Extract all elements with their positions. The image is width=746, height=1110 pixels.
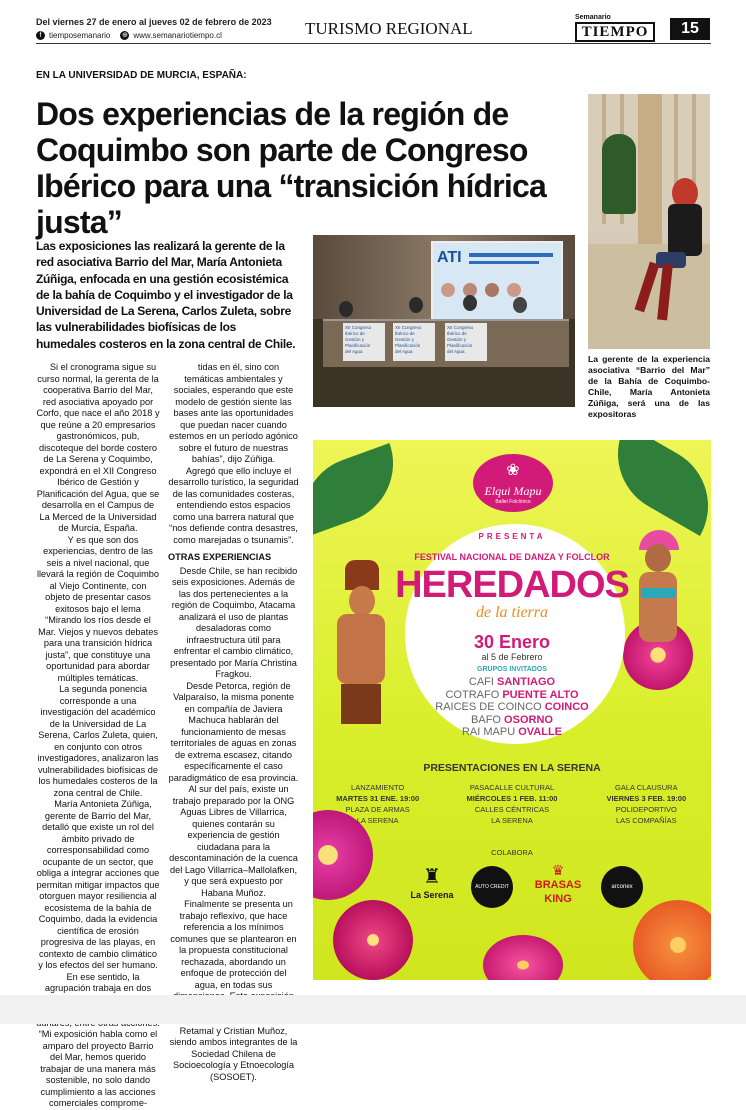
paragraph: En ese sentido, la agrupación trabaja en dos “Mi exposición habla como el amparo del proyecto Barrio del Mar, hemos querido trabajar de una manera más sostenible, no solo dando cumplimiento a las acciones comerciales compromе- [38,971,158,1108]
conference-photo [313,235,575,407]
lotus-icon: ❀ [506,462,520,479]
facebook-icon: f [36,31,45,40]
paragraph: Al sur del país, existe un trabajo preparado por la ONG Aguas Libres de Villarrica, quienes contarán su experiencia de gestión ciudadana para la descontaminación de la cuenca del Lago Villarrica–Mallolafken, y que será expuesto por Habana Muñoz. [169,784,298,898]
flower [633,900,711,980]
group-item: RAICES DE COINCO COINCO [435,701,589,713]
paragraph: Agregó que ello incluye el desarrollo turístico, la seguridad de las comunidades costeras, entendiendo estos espacios como una barrera natural que “nos defiende contra desastres, como marejadas o tsunamis”. [168,465,299,545]
poster-subtitle: de la tierra [476,604,548,621]
crown-icon: ♛ [551,862,565,878]
page-number: 15 [670,18,710,40]
banner: XII Congreso Ibérico de Gestión y Planificación del Agua [445,323,487,361]
paragraph: Desde Chile, se han recibido seis exposiciones. Además de las dos pertenecientes a la región de Coquimbo, Atacama analizará el uso de plantas desaladoras como infraestructura útil para enfrentar el cambio climático, presentado por María Christina Fragkou. [170,565,298,679]
group-item: CAFI SANTIAGO [468,676,556,688]
autocredit-logo: AUTO CREDIT [471,866,513,908]
header-divider [36,43,711,44]
paragraph: Finalmente se presenta un trabajo reflexivo, que hace referencia a los mínimos comunes que se plantearon en la propuesta constitucional rechazada, abordando un enfoque de protección del agua, en todas sus Retamal y Cristian Muñoz, siendo ambos integrantes de la Sociedad Chilena de Socioecología y Etnoecología (SOSOET). [169,899,298,1082]
event-item: PASACALLE CULTURAL MIÉRCOLES 1 FEB. 11:00 CALLES CÉNTRICAS LA SERENA [466,783,558,825]
date-sub: al 5 de Febrero [481,652,543,662]
flower [333,900,413,980]
presentaciones-title: PRESENTACIONES EN LA SERENA [423,762,601,774]
social-handle[interactable]: tiemposemanario [49,31,111,40]
slide-title: ATI [437,249,462,266]
section-title: TURISMO REGIONAL [305,19,473,38]
headline: Dos experiencias de la región de Coquimbo son parte de Congreso Ibérico para una “transición hídrica justa” [36,96,547,240]
group-item: COTRAFO PUENTE ALTO [445,688,579,701]
presenta-label: PRESENTA [478,532,546,541]
event-item: LANZAMIENTO MARTES 31 ENE. 19:00 PLAZA DE ARMAS LA SERENA [336,783,420,825]
paragraph: Desde Petorca, región de Valparaíso, la misma ponente en compañía de Javiera Machuca hablarán del funcionamiento de mesas territoriales de aguas en zonas de extrema escasez, citando específicamente el caso paradigmático de esa provincia. [168,680,299,783]
leaf [313,443,410,537]
brasas-king-logo: ♛ BRASAS KING [528,862,588,908]
paragraph: María Antonieta Zúñiga, gerente de Barrio del Mar, detalló que existe un rol del ámbito privado de corresponsabilidad como ocupante de un sector, que obliga a integrar acciones que permitan mitigar impactos que otorguen mayor resiliencia al ecosistema de la bahía de Coquimbo, dada la evidencia científica de erosión progresiva de las playas, en contexto de cambio climático y los efectos del ser humano. [36,799,160,970]
page-footer-margin [0,995,746,1024]
banner: XII Congreso Ibérico de Gestión y Planificación del Agua [343,323,385,361]
newspaper-brand [575,14,655,42]
photo-caption: La gerente de la experiencia asociativa “Barrio del Mar” de la Bahía de Coquimbo-Chile, María Antonieta Zúñiga, será una de las expositoras [588,354,710,419]
paragraph: Si el cronograma sigue su curso normal, la gerenta de la cooperativa Barrio del Mar, red asociativa apoyado por Corfo, que nace el año 2018 y que reúne a 20 empresarios gastronómicos, pub, discoteque del borde costero de La Serena y Coquimbo, expondrá en el XII Congreso Ibérico de Gestión y Planificación del Agua, que se desarrolla en el Campus de La Merced de la Universidad de Murcia, España. [36,362,160,533]
paragraph: Y es que son dos experiencias, dentro de las seis a nivel nacional, que llevará la región de Coquimbo al Viejo Continente, con objeto de presentar casos exitosos bajo el lema “Mirando los ríos desde el Mar. Viejos y nuevos debates para una transición hídrica justa”, que constituye una oportunidad para abordar múltiples temáticas. [36,534,160,683]
website-link[interactable]: www.semanariotiempo.cl [133,31,222,40]
banner: XII Congreso Ibérico de Gestión y Planificación del Agua [393,323,435,361]
groups-title: GRUPOS INVITADOS [477,666,547,673]
groups-list [313,676,711,739]
festival-label: FESTIVAL NACIONAL DE DANZA Y FOLCLOR [414,552,610,562]
group-item: BAFO OSORNO [471,713,553,726]
event-item: GALA CLAUSURA VIERNES 3 FEB. 19:00 POLIDEPORTIVO LAS COMPAÑÍAS [606,783,687,825]
festival-poster [313,440,711,980]
group-item: RAI MAPU OVALLE [461,726,563,738]
la-serena-logo: ♜ La Serena [410,866,454,900]
brand-logo: TIEMPO [575,22,655,42]
elqui-mapu-logo: ❀ Elqui Mapu Ballet Folclórico [473,454,553,512]
arconex-logo: arconex [601,866,643,908]
lede: Las exposiciones las realizará la gerente de la red asociativa Barrio del Mar, María Antonieta Zúñiga, enfocada en una gestión ecosistémica de la bahía de Coquimbo y el investigador de la Universidad de La Serena, Carlos Zuleta, sobre las vulnerabilidades biofísicas de los humedales costeros en la zona central de Chile. [36,239,296,351]
portrait-photo [588,94,710,349]
kicker: EN LA UNIVERSIDAD DE MURCIA, ESPAÑA: [36,70,247,81]
events-row [313,782,711,826]
globe-icon: ⊕ [121,32,128,39]
castle-icon: ♜ [423,866,441,888]
brand-small: Semanario [575,14,611,21]
poster-title: HEREDADOS [395,564,629,606]
date-main: 30 Enero [473,632,551,652]
paragraph: tidas en él, sino con temáticas ambientales y sociales, esperando que este modelo de gestión siente las bases ante las oportunidades que puedan nacer cuando estemos en un período agónico sobre el futuro de nuestras bahías”, dijo Zúñiga. [169,362,298,464]
leaf [596,440,711,536]
issue-date: Del viernes 27 de enero al jueves 02 de febrero de 2023 [36,17,272,27]
paragraph: La segunda ponencia corresponde a una investigación del académico de la Universidad de La Serena, Carlos Zuleta, quien, en conjunto con otros investigadores, analizaron las vulnerabilidades biofísicas de los humedales costeros de la zona central de Chile. [37,684,159,798]
body-column-2 [168,362,299,1083]
social-links [36,31,222,40]
subheading: OTRAS EXPERIENCIAS [168,552,272,562]
projection-screen [431,241,563,323]
colabora-label: COLABORA [491,848,533,857]
flower [483,935,563,980]
